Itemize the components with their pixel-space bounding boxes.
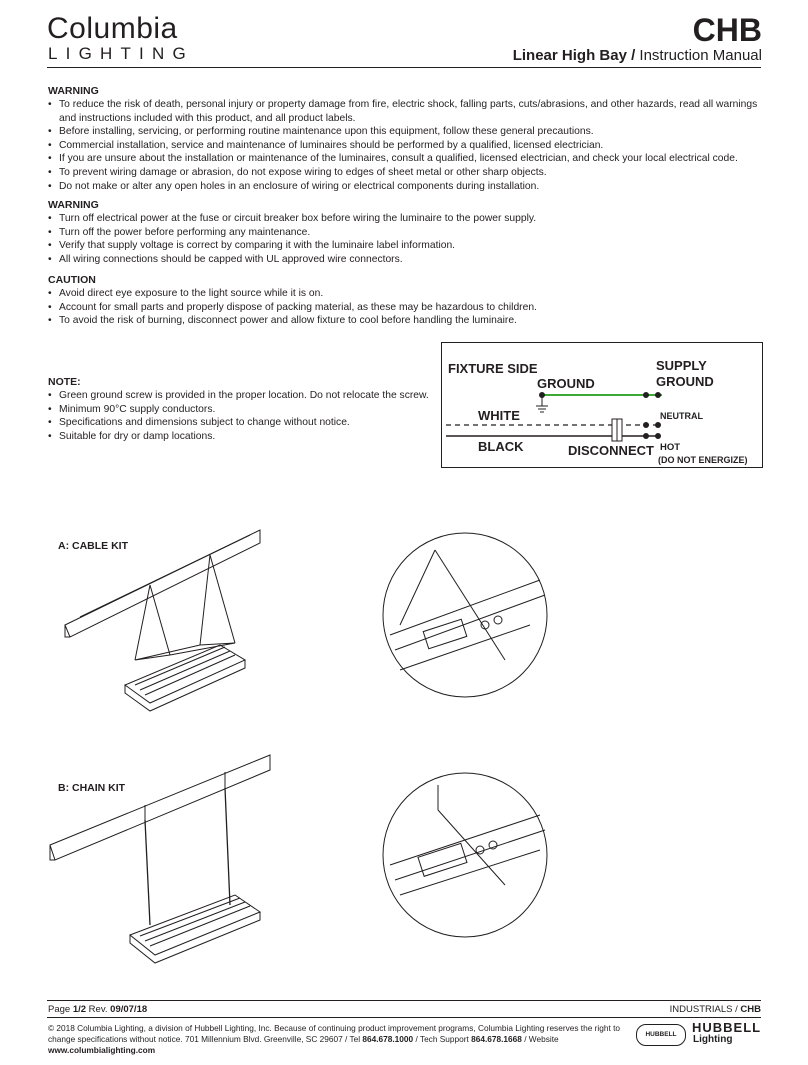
legal-part: / Website <box>521 1034 559 1044</box>
chain-kit-label: B: CHAIN KIT <box>58 782 126 794</box>
ground-node <box>643 392 649 398</box>
wiring-diagram-svg <box>442 343 762 467</box>
tech-number: 864.678.1668 <box>471 1034 522 1044</box>
header-rule <box>47 67 761 68</box>
list-item: • Account for small parts and properly dispose of packing material, as these may be hazardous to children. <box>48 301 762 315</box>
list-item: • To prevent wiring damage or abrasion, do not expose wiring to edges of sheet metal or other sharp objects. <box>48 166 762 180</box>
ground-node <box>655 392 661 398</box>
model-title: CHB <box>692 12 762 48</box>
page-number: 1/2 <box>72 1004 87 1015</box>
caution-heading: CAUTION <box>48 274 96 286</box>
hubbell-logo: HUBBELL <box>692 1020 762 1035</box>
white-node <box>655 422 661 428</box>
note-heading: NOTE: <box>48 376 81 388</box>
legal-part: / Tech Support <box>413 1034 472 1044</box>
list-item: • All wiring connections should be capped with UL approved wire connectors. <box>48 253 762 267</box>
hot-label: HOT <box>660 442 681 453</box>
cable <box>400 550 505 660</box>
product-name: Linear High Bay / <box>512 47 636 64</box>
list-item: • Minimum 90°C supply conductors. <box>48 403 438 417</box>
black-label: BLACK <box>478 439 524 454</box>
doc-subtitle <box>513 48 762 63</box>
black-node <box>655 433 661 439</box>
footer-model: CHB <box>740 1004 761 1015</box>
supply-ground-label: GROUND <box>656 374 714 389</box>
list-item: • To avoid the risk of burning, disconnect power and allow fixture to cool before handling the luminaire. <box>48 314 762 328</box>
driver-box <box>418 843 467 876</box>
rev-prefix: Rev. <box>86 1004 111 1015</box>
driver-box <box>423 619 467 648</box>
brand-logo-sub: LIGHTING <box>48 44 194 63</box>
doc-type: Instruction Manual <box>639 47 762 64</box>
cable-kit-label: A: CABLE KIT <box>58 540 128 552</box>
page-prefix: Page <box>48 1004 73 1015</box>
list-item: • Turn off the power before performing any maintenance. <box>48 226 762 240</box>
list-item: • Do not make or alter any open holes in an enclosure of wiring or electrical components during installation. <box>48 180 762 194</box>
hubbell-badge: HUBBELL <box>636 1024 686 1046</box>
white-node <box>643 422 649 428</box>
tel-number: 864.678.1000 <box>362 1034 414 1044</box>
warning-list-1 <box>48 98 762 193</box>
list-item: • Suitable for dry or damp locations. <box>48 430 438 444</box>
channel-strut <box>50 755 270 860</box>
chain-kit-illustration <box>45 750 275 980</box>
do-not-energize-label: (DO NOT ENERGIZE) <box>658 455 748 465</box>
legal-text <box>48 1023 628 1056</box>
list-item: • Verify that supply voltage is correct by comparing it with the luminaire label information. <box>48 239 762 253</box>
ground-label: GROUND <box>537 376 595 391</box>
list-item: • Turn off electrical power at the fuse or circuit breaker box before wiring the luminaire to the power supply. <box>48 212 762 226</box>
footer-rule-bottom <box>47 1017 761 1018</box>
warning-heading-2: WARNING <box>48 199 99 211</box>
chain <box>145 788 230 925</box>
black-node <box>643 433 649 439</box>
cable-kit-detail <box>380 530 550 700</box>
knockout <box>494 616 502 624</box>
knockout <box>476 846 484 854</box>
white-label: WHITE <box>478 408 520 423</box>
rev-date: 09/07/18 <box>110 1004 148 1015</box>
neutral-label: NEUTRAL <box>660 411 703 421</box>
luminaire-edge <box>390 815 545 895</box>
hubbell-logo-sub: Lighting <box>693 1034 733 1045</box>
website-link[interactable]: www.columbialighting.com <box>48 1045 156 1055</box>
legal-part: © 2018 Columbia Lighting, a division of Hubbell Lighting, Inc. Because of continuing product improvement programs, Columbia Lighting reserves the right to change specifications without notice. 701 Millennium Blvd. Greenville, SC 29607 / Tel <box>48 1023 621 1044</box>
caution-list <box>48 287 762 328</box>
warning-heading-1: WARNING <box>48 85 99 97</box>
cable <box>200 555 235 645</box>
wiring-diagram <box>441 342 763 468</box>
disconnect-label: DISCONNECT <box>568 443 654 458</box>
detail-circle <box>383 533 547 697</box>
luminaire-edge <box>390 580 545 670</box>
category-info <box>670 1004 761 1015</box>
footer-rule-top <box>47 1000 761 1001</box>
chain-kit-detail <box>380 770 550 940</box>
list-item: • Avoid direct eye exposure to the light source while it is on. <box>48 287 762 301</box>
chain <box>438 785 505 885</box>
list-item: • Before installing, servicing, or performing routine maintenance upon this equipment, follow these general precautions. <box>48 125 762 139</box>
fixture-side-label: FIXTURE SIDE <box>448 361 538 376</box>
page-info <box>48 1004 147 1015</box>
list-item: • To reduce the risk of death, personal injury or property damage from fire, electric shock, falling parts, cuts/abrasions, and other hazards, read all warnings and instructions included with this product, and all product labels. <box>48 98 762 125</box>
brand-logo: Columbia <box>47 12 178 45</box>
list-item: • Commercial installation, service and maintenance of luminaires should be performed by a qualified, licensed electrician. <box>48 139 762 153</box>
list-item: • Green ground screw is provided in the proper location. Do not relocate the screw. <box>48 389 438 403</box>
supply-label: SUPPLY <box>656 358 707 373</box>
channel-strut <box>65 530 260 637</box>
category: INDUSTRIALS / <box>669 1004 738 1015</box>
warning-list-2 <box>48 212 762 266</box>
luminaire <box>125 645 245 703</box>
list-item: • Specifications and dimensions subject to change without notice. <box>48 416 438 430</box>
list-item: • If you are unsure about the installation or maintenance of the luminaires, consult a qualified, licensed electrician, and check your local electrical code. <box>48 152 762 166</box>
note-list <box>48 389 438 443</box>
cable-kit-illustration <box>60 525 270 725</box>
luminaire <box>135 643 235 660</box>
